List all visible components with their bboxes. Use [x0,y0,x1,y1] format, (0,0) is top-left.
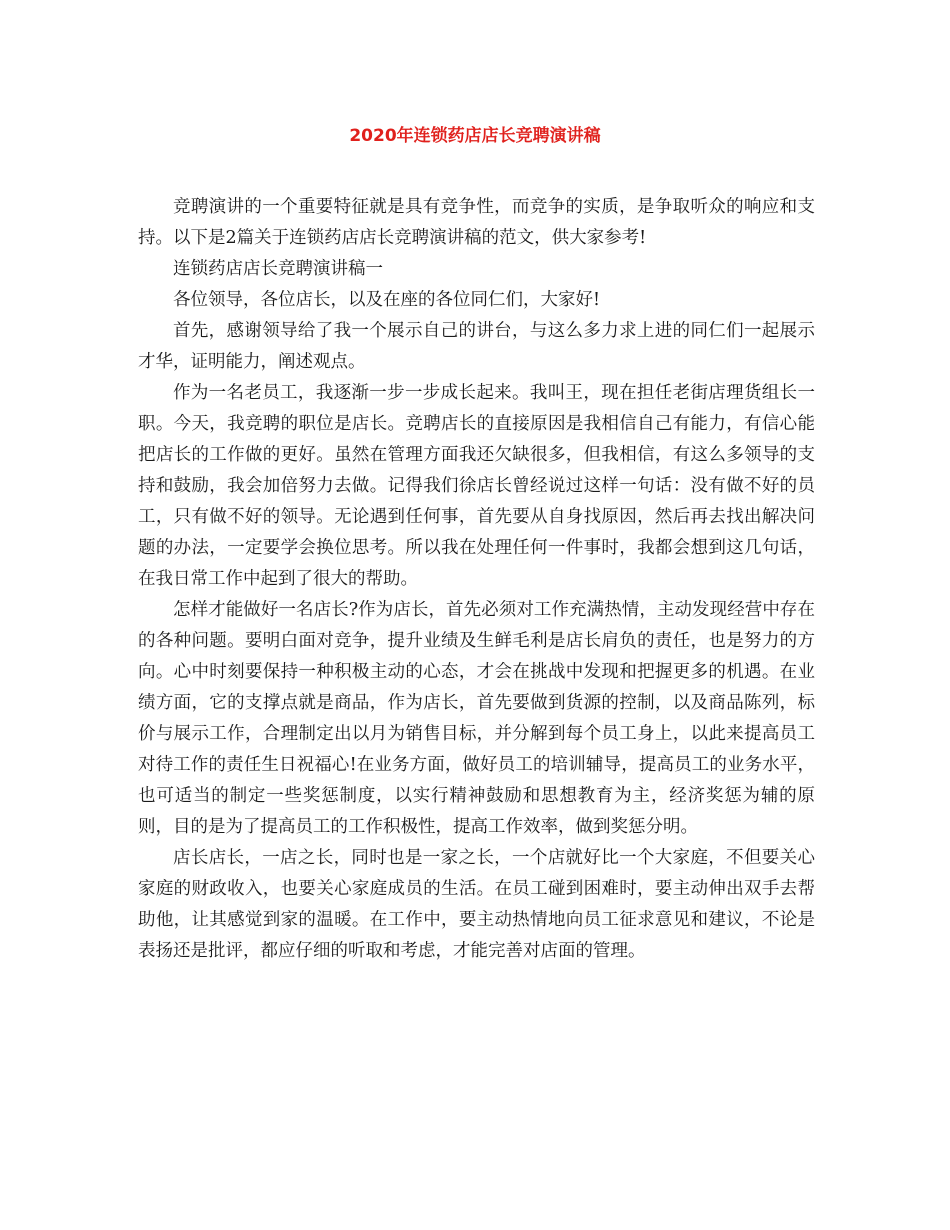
paragraph-subtitle: 连锁药店店长竞聘演讲稿一 [173,259,383,279]
paragraph-how-to: 怎样才能做好一名店长?作为店长，首先必须对工作充满热情，主动发现经营中存在的各种问题。要明白面对竞争，提升业绩及生鲜毛利是店长肩负的责任，也是努力的方向。心中时刻要保持一种积极主动的心态，才会在挑战中发现和把握更多的机遇。在业绩方面，它的支撑点就是商品，作为店长，首先要做到货源的控制，以及商品陈列，标价与展示工作，合理制定出以月为销售目标，并分解到每个员工身上，以此来提高员工对待工作的责任生日祝福心!在业务方面，做好员工的培训辅导，提高员工的业务水平，也可适当的制定一些奖惩制度，以实行精神鼓励和思想教育为主，经济奖惩为辅的原则，目的是为了提高员工的工作积极性，提高工作效率，做到奖惩分明。 [138,600,815,837]
document-body [138,192,815,967]
paragraph-greeting: 各位领导，各位店长，以及在座的各位同仁们，大家好! [173,290,601,310]
paragraph-intro: 竞聘演讲的一个重要特征就是具有竞争性，而竞争的实质，是争取听众的响应和支持。以下是2篇关于连锁药店店长竞聘演讲稿的范文，供大家参考! [138,197,815,248]
paragraph-self-intro: 作为一名老员工，我逐渐一步一步成长起来。我叫王，现在担任老街店理货组长一职。今天，我竞聘的职位是店长。竞聘店长的直接原因是我相信自己有能力，有信心能把店长的工作做的更好。虽然在管理方面我还欠缺很多，但我相信，有这么多领导的支持和鼓励，我会加倍努力去做。记得我们徐店长曾经说过这样一句话：没有做不好的员工，只有做不好的领导。无论遇到任何事，首先要从自身找原因，然后再去找出解决问题的办法，一定要学会换位思考。所以我在处理任何一件事时，我都会想到这几句话，在我日常工作中起到了很大的帮助。 [138,383,815,589]
document-title: 2020年连锁药店店长竞聘演讲稿 [349,126,601,146]
paragraph-family: 店长店长，一店之长，同时也是一家之长，一个店就好比一个大家庭，不但要关心家庭的财政收入，也要关心家庭成员的生活。在员工碰到困难时，要主动伸出双手去帮助他，让其感觉到家的温暖。在工作中，要主动热情地向员工征求意见和建议，不论是表扬还是批评，都应仔细的听取和考虑，才能完善对店面的管理。 [138,848,815,961]
paragraph-thanks: 首先，感谢领导给了我一个展示自己的讲台，与这么多力求上进的同仁们一起展示才华，证明能力，阐述观点。 [138,321,815,372]
